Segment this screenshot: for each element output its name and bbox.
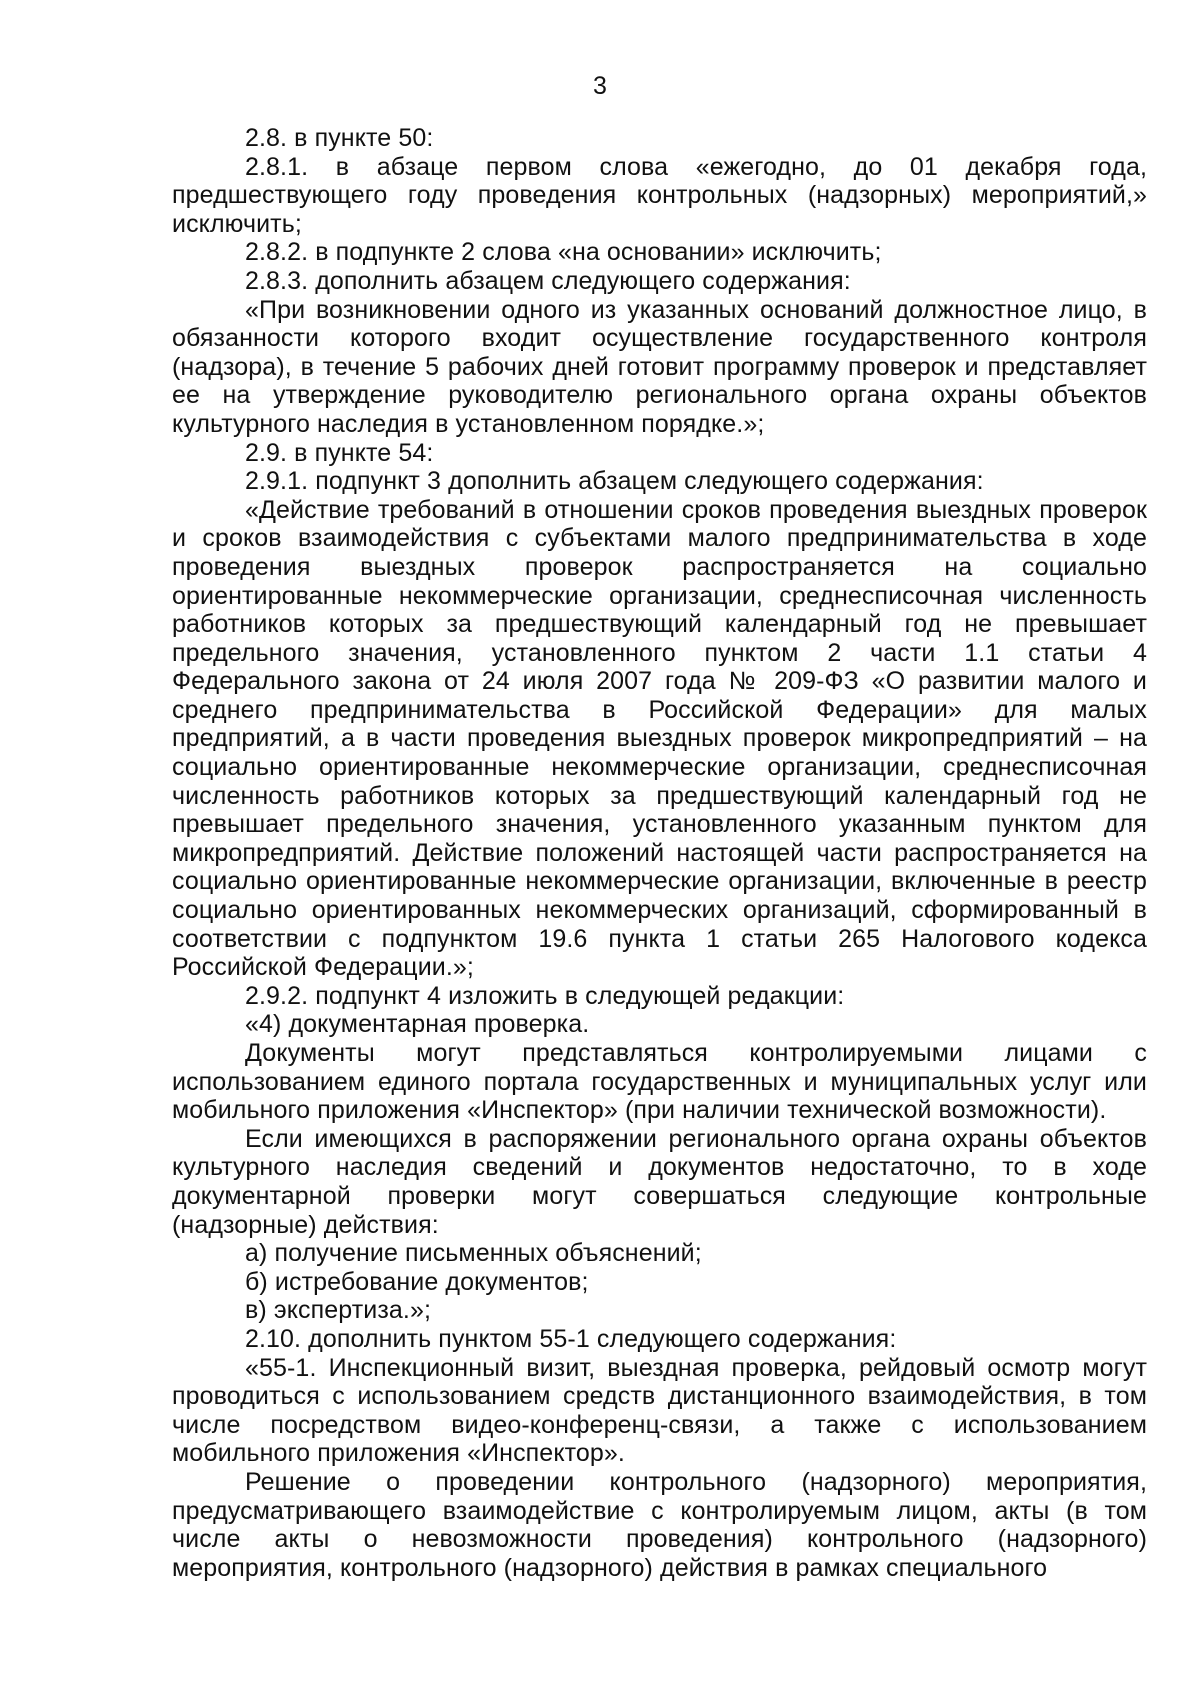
paragraph: а) получение письменных объяснений; — [245, 1239, 702, 1268]
paragraph: Решение о проведении контрольного (надзорного) мероприятия, предусматривающего взаимодействие с контролируемым лицом, акты (в том числе акты о невозможности проведения) контрольного (надзорного) мероприятия, контрольного (надзорного) действия в рамках специального — [172, 1467, 1147, 1582]
paragraph: «55-1. Инспекционный визит, выездная проверка, рейдовый осмотр могут проводиться с использованием средств дистанционного взаимодействия, в том числе посредством видео-конференц-связи, а также с использованием мобильного приложения «Инспектор». — [172, 1353, 1147, 1468]
paragraph: Документы могут представляться контролируемыми лицами с использованием единого портала государственных и муниципальных услуг или мобильного приложения «Инспектор» (при наличии технической возможности). — [172, 1039, 1147, 1125]
paragraph: б) истребование документов; — [245, 1267, 589, 1296]
paragraph: 2.9. в пункте 54: — [245, 438, 434, 467]
paragraph: 2.8. в пункте 50: — [245, 124, 434, 152]
paragraph: Если имеющихся в распоряжении регионального органа охраны объектов культурного наследия сведений и документов недостаточно, то в ходе документарной проверки могут совершаться следующие контрольные (надзорные) действия: — [172, 1124, 1147, 1239]
paragraph: в) экспертиза.»; — [245, 1296, 431, 1325]
paragraph: 2.8.2. в подпункте 2 слова «на основании» исключить; — [245, 238, 882, 267]
paragraph: «При возникновении одного из указанных оснований должностное лицо, в обязанности которого входит осуществление государственного контроля (надзора), в течение 5 рабочих дней готовит программу проверок и представляет ее на утверждение руководителю регионального органа охраны объектов культурного наследия в установленном порядке.»; — [172, 295, 1147, 438]
paragraph: 2.8.1. в абзаце первом слова «ежегодно, до 01 декабря года, предшествующего году проведения контрольных (надзорных) мероприятий,» исключить; — [172, 152, 1147, 238]
paragraph: 2.10. дополнить пунктом 55-1 следующего содержания: — [245, 1324, 897, 1353]
paragraph: 2.9.1. подпункт 3 дополнить абзацем следующего содержания: — [245, 467, 984, 496]
page-number: 3 — [593, 72, 607, 100]
paragraph: «4) документарная проверка. — [245, 1010, 590, 1039]
paragraph: 2.9.2. подпункт 4 изложить в следующей редакции: — [245, 981, 845, 1010]
document-body — [172, 124, 1147, 1582]
paragraph: 2.8.3. дополнить абзацем следующего содержания: — [245, 266, 851, 295]
paragraph: «Действие требований в отношении сроков проведения выездных проверок и сроков взаимодействия с субъектами малого предпринимательства в ходе проведения выездных проверок распространяется на социально ориентированные некоммерческие организации, среднесписочная численность работников которых за предшествующий календарный год не превышает предельного значения, установленного пунктом 2 части 1.1 статьи 4 Федерального закона от 24 июля 2007 года № 209-ФЗ «О развитии малого и среднего предпринимательства в Российской Федерации» для малых предприятий, а в части проведения выездных проверок микропредприятий – на социально ориентированные некоммерческие организации, среднесписочная численность работников которых за предшествующий календарный год не превышает предельного значения, установленного указанным пунктом для микропредприятий. Действие положений настоящей части распространяется на социально ориентированные некоммерческие организации, включенные в реестр социально ориентированных некоммерческих организаций, сформированный в соответствии с подпунктом 19.6 пункта 1 статьи 265 Налогового кодекса Российской Федерации.»; — [172, 495, 1147, 982]
